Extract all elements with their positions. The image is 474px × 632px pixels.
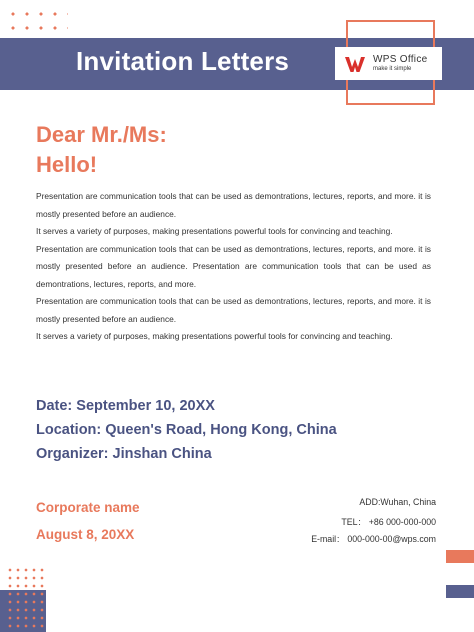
greeting-hello: Hello! [36, 152, 98, 177]
event-organizer: Organizer: Jinshan China [36, 446, 212, 462]
corporate-name: Corporate name [36, 500, 140, 515]
decorative-bar-blue [446, 585, 474, 598]
decorative-bar-orange [446, 550, 474, 563]
wps-logo-icon [344, 55, 366, 73]
contact-phone: TEL： +86 000-000-000 [341, 517, 436, 527]
wps-logo [335, 47, 442, 80]
body-paragraph: Presentation are communication tools that can be used as demontrations, lectures, reports, and more. it is mostly presented before an audience. [36, 296, 431, 324]
page-title: Invitation Letters [76, 46, 290, 76]
decorative-dot-grid-bottom [6, 566, 46, 632]
signature-date: August 8, 20XX [36, 527, 135, 542]
event-location: Location: Queen's Road, Hong Kong, China [36, 422, 337, 438]
body-paragraph: It serves a variety of purposes, making presentations powerful tools for convincing and teaching. [36, 331, 393, 341]
logo-name: WPS Office [373, 54, 428, 65]
body-paragraph: Presentation are communication tools that can be used as demontrations, lectures, reports, and more. it is mostly presented before an audience. [36, 191, 431, 219]
logo-tagline: make it simple [373, 66, 412, 72]
greeting-salutation: Dear Mr./Ms: [36, 122, 167, 147]
letter-body [36, 188, 431, 346]
contact-address: ADD:Wuhan, China [359, 497, 436, 507]
body-paragraph: It serves a variety of purposes, making presentations powerful tools for convincing and teaching. [36, 226, 393, 236]
body-paragraph: Presentation are communication tools that can be used as demontrations, lectures, reports, and more. it is mostly presented before an audience. Presentation are communication tools that can be used as demontrations, lectures, reports, and more. [36, 243, 431, 289]
contact-email: E-mail： 000-000-00@wps.com [311, 534, 436, 544]
event-date: Date: September 10, 20XX [36, 398, 215, 414]
